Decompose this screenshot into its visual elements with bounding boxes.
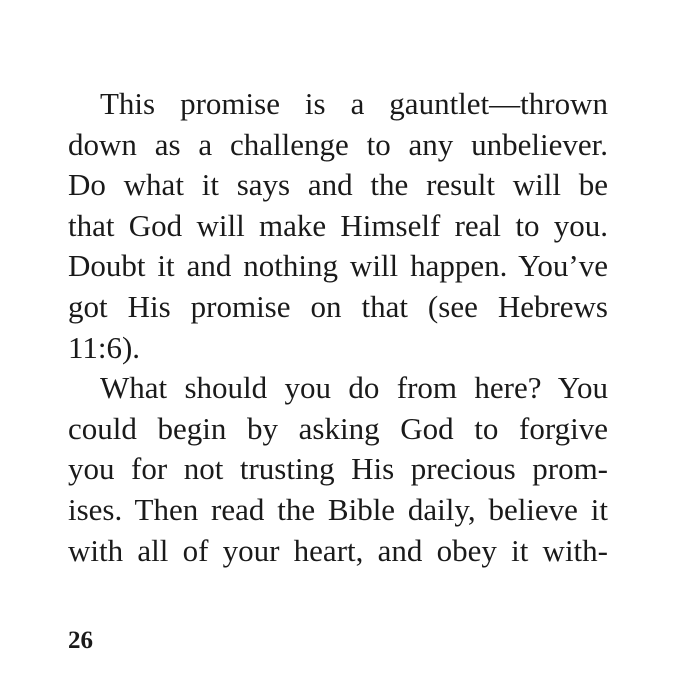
text-line: 11:6). (68, 329, 141, 365)
text-line: down as a challenge to any unbeliever. (68, 126, 608, 162)
text-line: Doubt it and nothing will happen. You’ve (68, 248, 608, 284)
body-text (68, 84, 608, 571)
text-line: you for not trusting His precious prom- (68, 451, 608, 487)
text-line: that God will make Himself real to you. (68, 207, 608, 243)
text-line: Do what it says and the result will be (68, 167, 608, 203)
page-number: 26 (68, 627, 93, 654)
paragraph (68, 84, 608, 368)
text-line: got His promise on that (see Hebrews (68, 288, 608, 324)
text-line: ises. Then read the Bible daily, believe it (68, 491, 608, 527)
paragraph (68, 368, 608, 571)
text-line: What should you do from here? You (100, 370, 608, 406)
text-line: with all of your heart, and obey it with- (68, 532, 608, 568)
text-line: could begin by asking God to forgive (68, 410, 608, 446)
text-line: This promise is a gauntlet—thrown (100, 86, 608, 121)
